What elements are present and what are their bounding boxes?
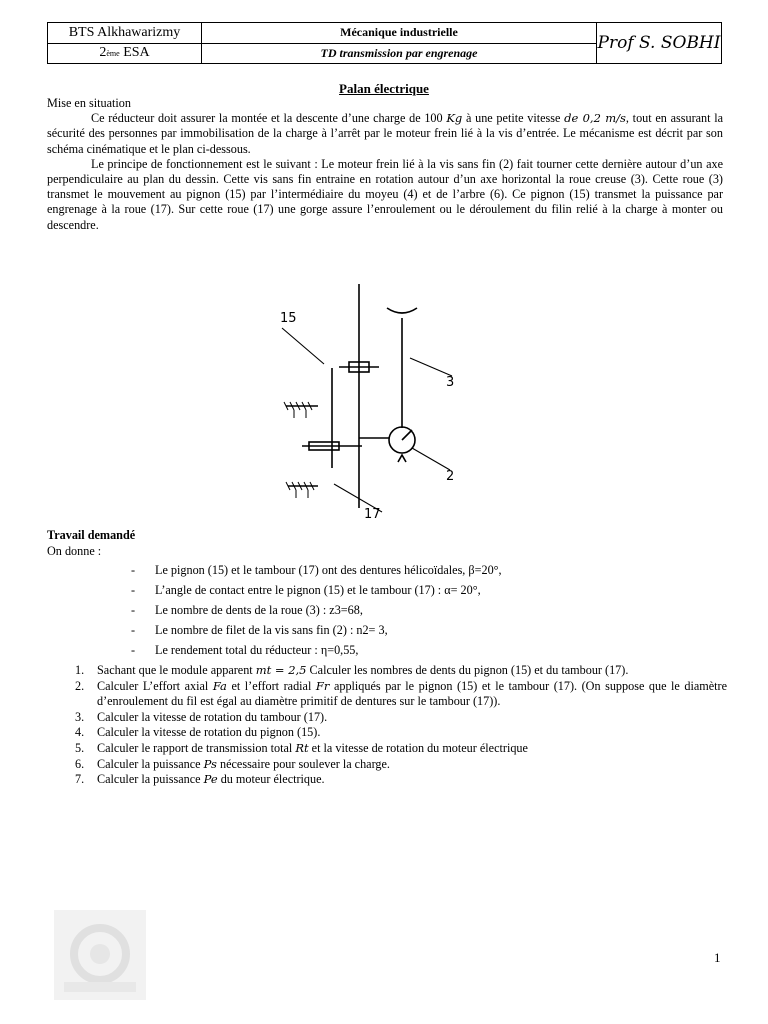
page-title: Palan électrique: [339, 81, 429, 96]
unit-kg: Kg: [446, 111, 463, 126]
q5-text-a: Calculer le rapport de transmission total: [97, 741, 293, 756]
q7-text-b: du moteur électrique.: [220, 772, 325, 787]
q7-var: Pe: [203, 772, 218, 787]
paragraph-2: Le principe de fonctionnement est le suivant : Le moteur frein lié à la vis sans fin (2) fait tourner cette dernière autour d’un axe perpendiculaire au plan du dessin. Cette vis sans fin entraine en rotation autour d’un axe horizontal la roue creuse (3). Cette roue (3) transmet le mouvement au pignon (15) par l’intermédiaire du moyeu (4) et de l’arbre (6). Ce pignon (15) transmet la puissance par engrenage à la roue (17). Sur cette roue (17) une gorge assure l’enroulement ou le déroulement du filin relié à la charge à monter ou descendre.: [47, 156, 723, 232]
q2-text-c: appliqués par le pignon (15) et le tambour (17). (On suppose que le diamètre d’enroulement du fil est égal au diamètre primitif de dentures sur le tambour (17)).: [97, 678, 728, 708]
header-table: [47, 22, 722, 64]
leader-3: [410, 358, 452, 376]
given-item: - Le rendement total du réducteur : η=0,55,: [131, 643, 727, 658]
q1-text-a: Sachant que le module apparent: [97, 663, 253, 677]
question-3: 3. Calculer la vitesse de rotation du tambour (17).: [75, 709, 328, 724]
label-2: 2: [446, 469, 455, 484]
given-item: - L’angle de contact entre le pignon (15) et le tambour (17) : α= 20°,: [131, 583, 727, 598]
q5-var: Rt: [295, 741, 309, 756]
q2-fa: Fa: [212, 678, 227, 693]
q5-text-b: et la vitesse de rotation du moteur électrique: [311, 741, 528, 756]
paragraph-1: [47, 111, 723, 157]
speed-value: de 0,2 m/s: [564, 111, 626, 126]
given-item: - Le pignon (15) et le tambour (17) ont des dentures hélicoïdales, β=20°,: [131, 563, 727, 578]
q6-var: Ps: [203, 756, 217, 771]
question-5: 5. Calculer le rapport de transmission total Rt et la vitesse de rotation du moteur électrique: [75, 741, 528, 756]
para1-part-c: , tout en assurant la sécurité des personnes par immobilisation de la charge à l’arrêt par le moteur frein lié à la vis d’entrée. Le mécanisme est décrit par son schéma cinématique et le plan ci-dessous.: [47, 111, 724, 156]
intro-heading: Mise en situation: [47, 96, 131, 110]
class-label: [48, 43, 201, 64]
leader-15: [282, 328, 324, 364]
given-item: - Le nombre de filet de la vis sans fin (2) : n2= 3,: [131, 623, 727, 638]
label-15: 15: [280, 311, 297, 326]
question-7: 7. Calculer la puissance Pe du moteur électrique.: [75, 772, 325, 787]
intro-section: [47, 96, 723, 233]
para1-part-a: Ce réducteur doit assurer la montée et la descente d’une charge de 100: [91, 111, 443, 126]
question-4: 4. Calculer la vitesse de rotation du pignon (15).: [75, 725, 321, 740]
given-item: - Le nombre de dents de la roue (3) : z3=68,: [131, 603, 727, 618]
q1-var: mt = 2,5: [255, 663, 307, 677]
header-left-cell: [48, 23, 202, 63]
worm-support: [398, 455, 406, 462]
q3-text: Calculer la vitesse de rotation du tambour (17).: [97, 709, 328, 724]
ground-hatch-bottom: [286, 482, 314, 498]
q6-text-b: nécessaire pour soulever la charge.: [220, 756, 390, 771]
label-17: 17: [364, 507, 381, 522]
q2-text-a: Calculer L’effort axial: [97, 678, 209, 693]
class-number: 2: [99, 45, 107, 61]
given-label: On donne :: [47, 543, 102, 558]
school-name: BTS Alkhawarizmy: [68, 24, 181, 40]
question-6: 6. Calculer la puissance Ps nécessaire pour soulever la charge.: [75, 756, 390, 771]
leader-2: [412, 448, 450, 470]
td-title: TD transmission par engrenage: [202, 43, 596, 64]
school-logo-watermark-icon: [54, 910, 146, 1000]
header-right-cell: [597, 23, 721, 63]
q7-text-a: Calculer la puissance: [97, 772, 201, 787]
header-middle-cell: [202, 23, 597, 63]
class-sup: ème: [106, 48, 120, 58]
questions-list: [47, 663, 727, 788]
top-arc: [387, 308, 417, 313]
given-data-list: [47, 563, 727, 658]
ground-hatch-top: [284, 402, 312, 418]
q2-fr: Fr: [315, 678, 330, 693]
work-section: [47, 528, 727, 788]
page-number: 1: [714, 950, 721, 965]
subject-title: Mécanique industrielle: [340, 25, 458, 40]
q4-text: Calculer la vitesse de rotation du pignon (15).: [97, 725, 321, 740]
q6-text-a: Calculer la puissance: [97, 756, 201, 771]
worm-needle: [402, 430, 412, 440]
q2-text-b: et l’effort radial: [231, 678, 312, 693]
work-heading: Travail demandé: [47, 528, 136, 542]
author-name: Prof S. SOBHI: [597, 33, 721, 53]
class-name: ESA: [123, 45, 150, 61]
label-3: 3: [446, 375, 455, 390]
question-1: 1. Sachant que le module apparent mt = 2,5 Calculer les nombres de dents du pignon (15) et du tambour (17).: [75, 663, 629, 677]
kinematic-diagram: [262, 268, 484, 526]
question-2: 2. Calculer L’effort axial Fa et l’effort radial Fr appliqués par le pignon (15) et le tambour (17). (On suppose que le diamètre d’enroulement du fil est égal au diamètre primitif de dentures sur le tambour (17)).: [75, 678, 728, 708]
para1-part-b: à une petite vitesse: [466, 111, 561, 126]
q1-text-b: Calculer les nombres de dents du pignon (15) et du tambour (17).: [309, 663, 629, 677]
